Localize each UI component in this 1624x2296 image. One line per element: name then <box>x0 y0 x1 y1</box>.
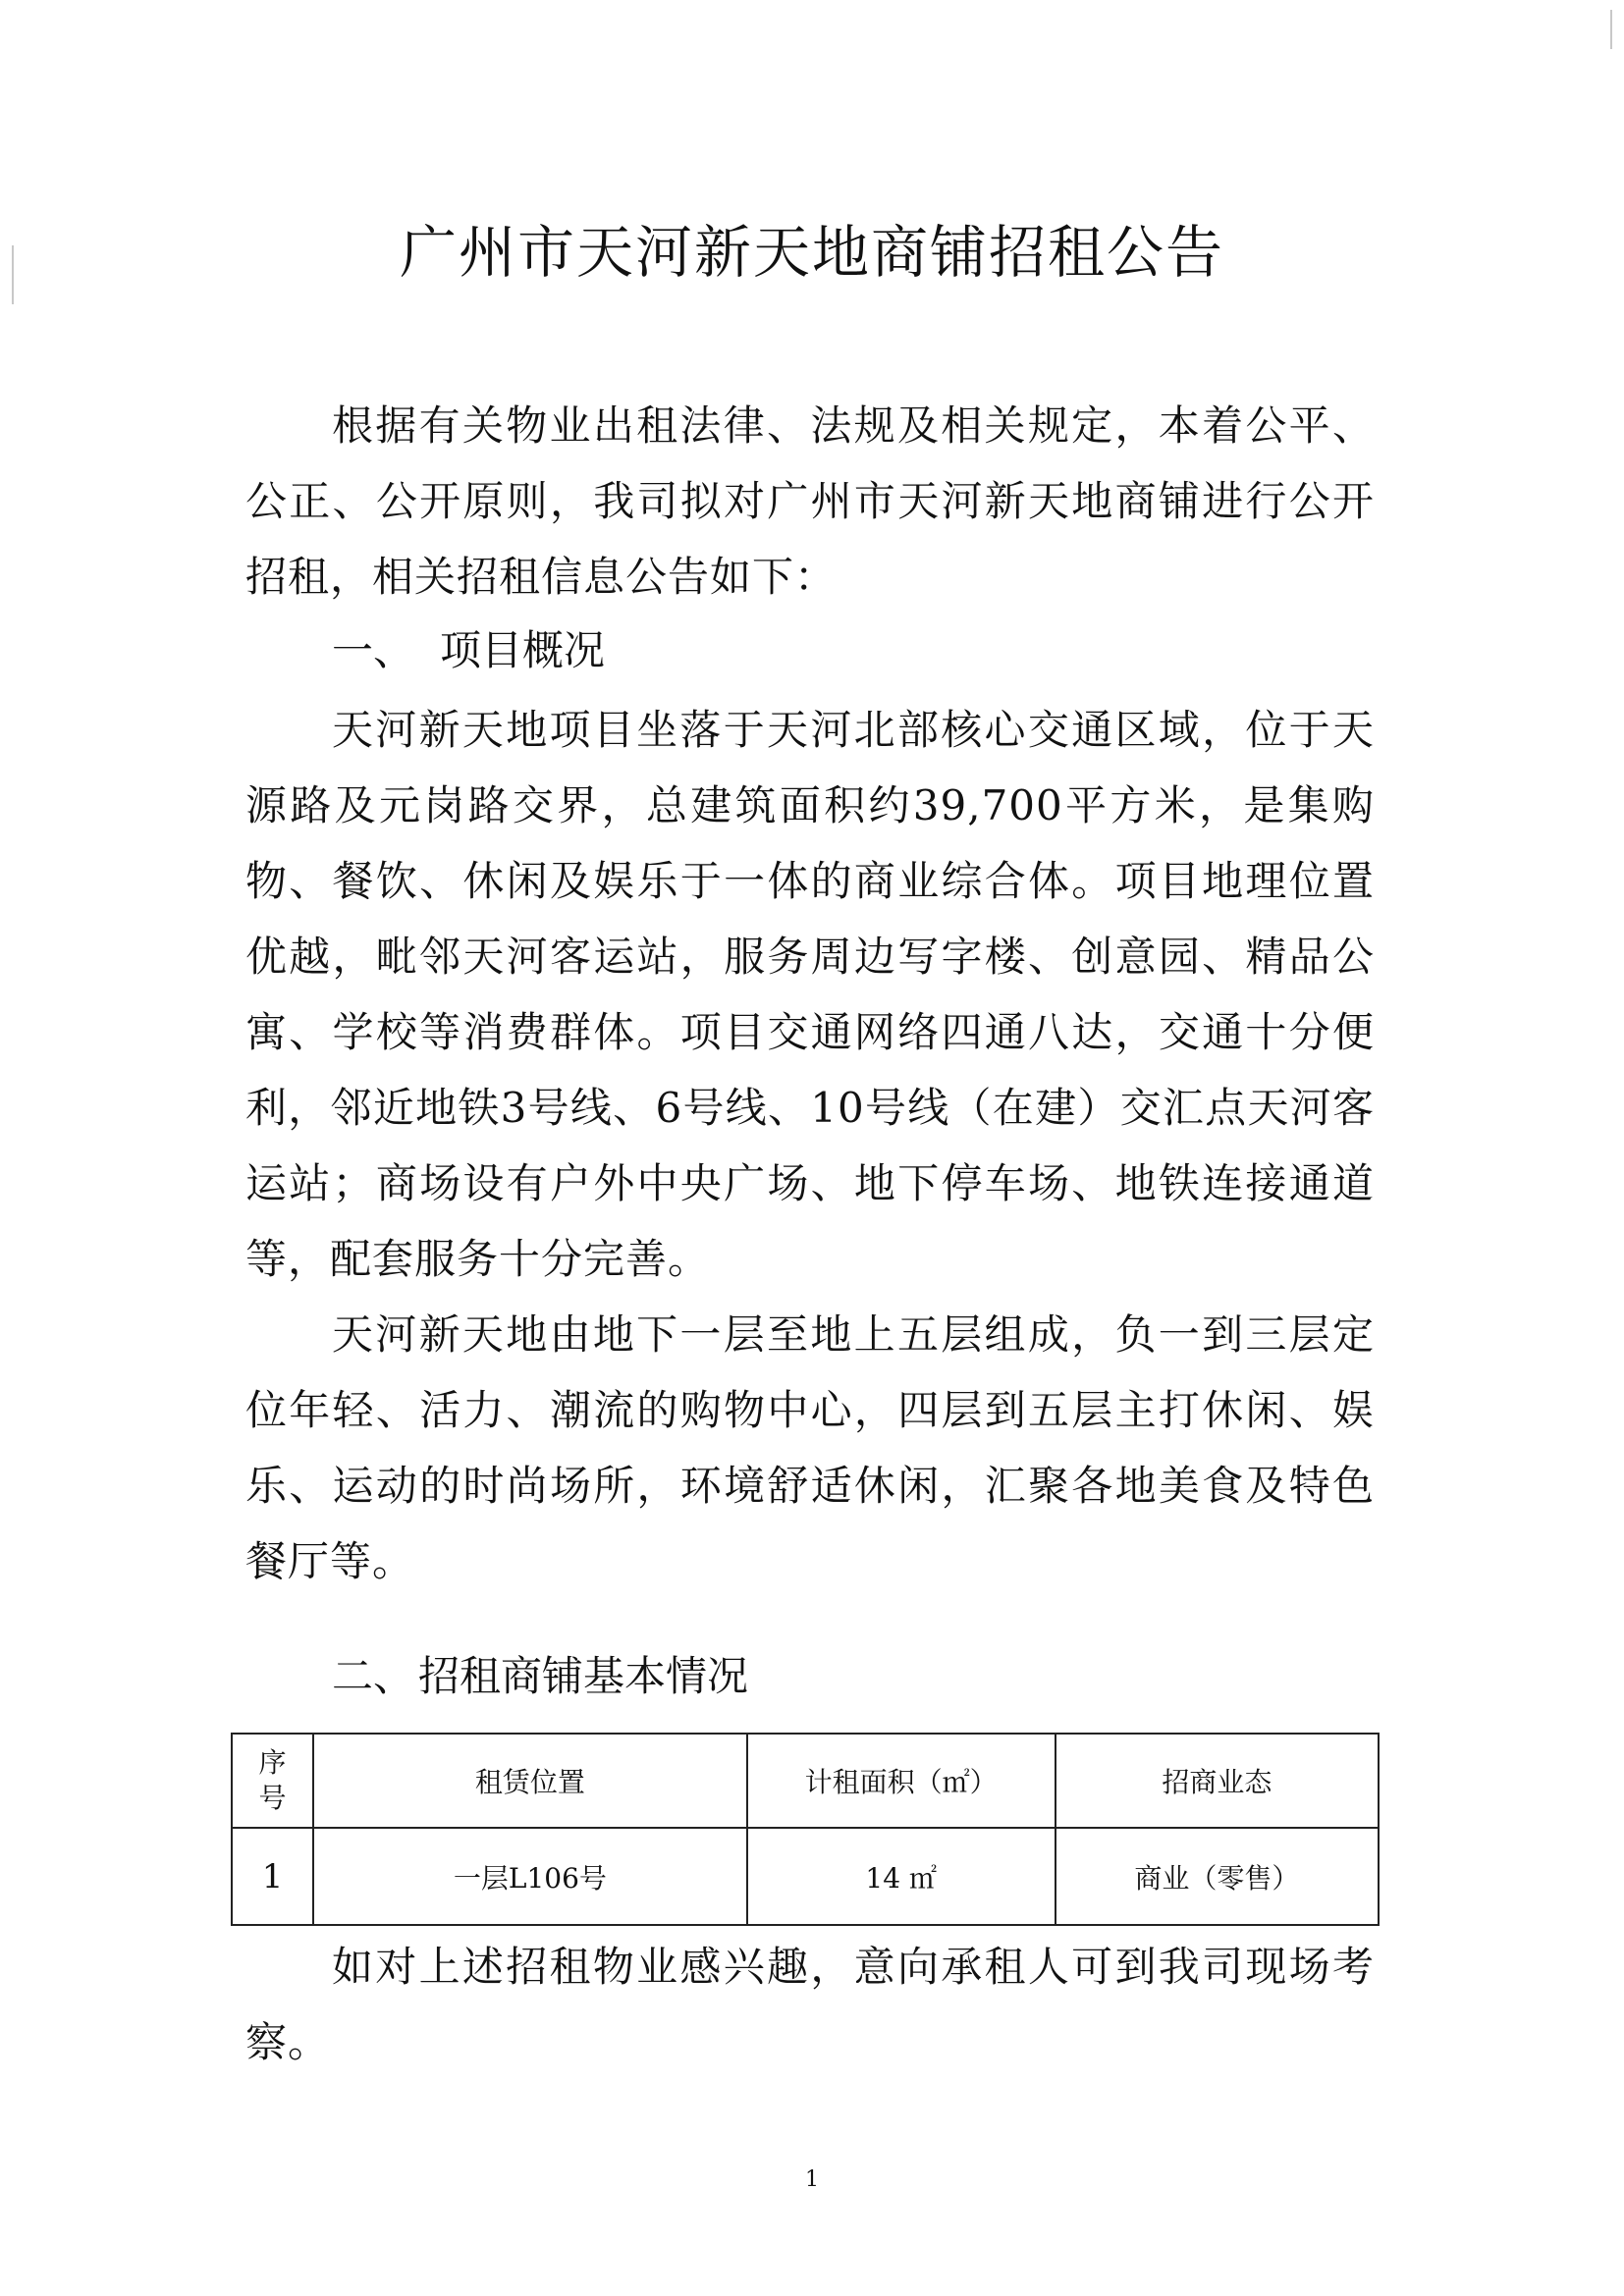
cell-seq: 1 <box>232 1828 313 1925</box>
intro-block <box>245 388 1375 614</box>
table-header-row <box>232 1734 1379 1828</box>
header-seq-line1: 序 <box>258 1746 287 1779</box>
cell-location: 一层L106号 <box>313 1828 747 1925</box>
scan-edge-mark <box>1610 10 1612 49</box>
header-seq-line2: 号 <box>258 1782 287 1814</box>
section1-heading <box>332 618 605 677</box>
section1-paragraph-1: 天河新天地项目坐落于天河北部核心交通区域，位于天源路及元岗路交界，总建筑面积约39,700平方米，是集购物、餐饮、休闲及娱乐于一体的商业综合体。项目地理位置优越，毗邻天河客运站，服务周边写字楼、创意园、精品公寓、学校等消费群体。项目交通网络四通八达，交通十分便利，邻近地铁3号线、6号线、10号线（在建）交汇点天河客运站；商场设有户外中央广场、地下停车场、地铁连接通道等，配套服务十分完善。 <box>245 706 1375 1283</box>
section1-body <box>245 692 1375 1599</box>
section2-title: 招租商铺基本情况 <box>418 1652 749 1700</box>
table-row <box>232 1828 1379 1925</box>
header-seq <box>232 1734 313 1828</box>
section2-number: 二、 <box>332 1652 415 1700</box>
section1-title: 项目概况 <box>440 626 606 674</box>
cell-area: 14 ㎡ <box>747 1828 1056 1925</box>
section2-heading <box>332 1644 748 1703</box>
section1-paragraph-2: 天河新天地由地下一层至地上五层组成，负一到三层定位年轻、活力、潮流的购物中心，四层到五层主打休闲、娱乐、运动的时尚场所，环境舒适休闲，汇聚各地美食及特色餐厅等。 <box>245 1310 1375 1585</box>
page-number: 1 <box>805 2167 819 2192</box>
lease-table <box>231 1733 1380 1926</box>
scan-edge-mark <box>12 245 14 304</box>
header-business-type: 招商业态 <box>1056 1734 1379 1828</box>
section1-number: 一、 <box>332 626 415 674</box>
intro-paragraph: 根据有关物业出租法律、法规及相关规定，本着公平、公正、公开原则，我司拟对广州市天河新天地商铺进行公开招租，相关招租信息公告如下： <box>245 401 1375 601</box>
closing-block <box>245 1929 1375 2080</box>
header-location: 租赁位置 <box>313 1734 747 1828</box>
document-title: 广州市天河新天地商铺招租公告 <box>399 219 1224 286</box>
cell-business-type: 商业（零售） <box>1056 1828 1379 1925</box>
header-area: 计租面积（㎡） <box>747 1734 1056 1828</box>
closing-paragraph: 如对上述招租物业感兴趣，意向承租人可到我司现场考察。 <box>245 1943 1375 2066</box>
